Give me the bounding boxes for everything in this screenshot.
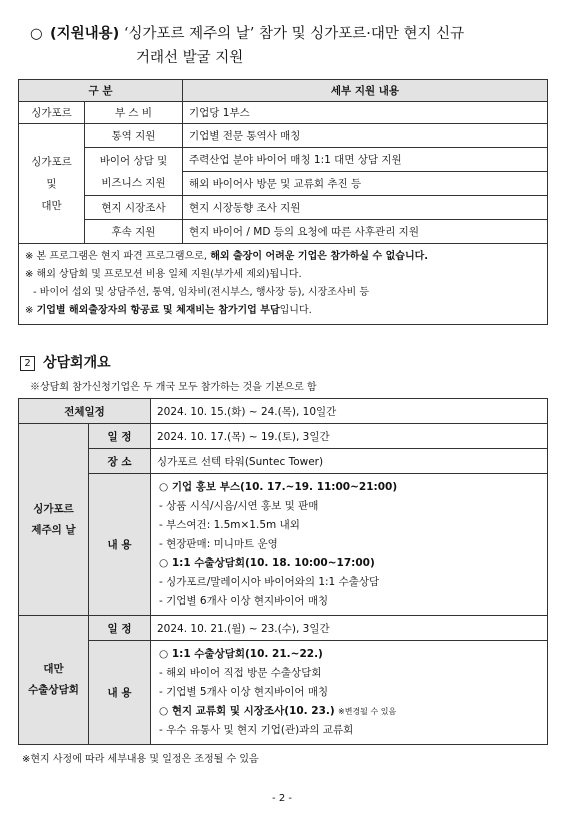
header-detail: 세부 지원 내용 — [183, 80, 548, 102]
region-line: 및 — [46, 177, 57, 190]
content-line: - 우수 유통사 및 현지 기업(관)과의 교류회 — [159, 724, 354, 736]
section2-heading — [20, 352, 111, 372]
region-line: 대만 — [43, 663, 64, 675]
content-line: - 기업별 5개사 이상 현지바이어 매칭 — [159, 686, 329, 698]
section1-heading — [30, 22, 464, 70]
note-line: ※ 기업별 해외출장자의 항공료 및 체재비는 참가기업 부담입니다. — [25, 305, 312, 316]
detail-cell: 현지 시장동향 조사 지원 — [183, 196, 548, 220]
category-cell: 부 스 비 — [85, 102, 183, 124]
section-number-box: 2 — [20, 356, 35, 371]
table-row — [19, 102, 548, 124]
overall-label: 전체일정 — [19, 399, 151, 424]
table-row — [19, 220, 548, 244]
category-cell: 후속 지원 — [85, 220, 183, 244]
table-row — [19, 399, 548, 424]
table-header-row — [19, 80, 548, 102]
content-line: ○ 1:1 수출상담회(10. 18. 10:00~17:00) — [159, 557, 375, 569]
sg-date: 2024. 10. 17.(목) ~ 19.(토), 3일간 — [151, 424, 548, 449]
content-line: ○ 1:1 수출상담회(10. 21.~22.) — [159, 648, 323, 660]
support-table — [18, 79, 548, 325]
footer-note: ※현지 사정에 따라 세부내용 및 일정은 조정될 수 있음 — [22, 754, 259, 765]
region-line: 수출상담회 — [28, 684, 79, 696]
region-cell: 싱가포르 — [19, 102, 85, 124]
content-line: ○ 기업 홍보 부스(10. 17.~19. 11:00~21:00) — [159, 481, 398, 493]
category-cell — [85, 148, 183, 196]
section2-title: 상담회개요 — [43, 355, 111, 371]
heading-rest: ‘싱가포르 제주의 날’ 참가 및 싱가포르·대만 현지 신규 — [123, 26, 465, 42]
detail-cell: 현지 바이어 / MD 등의 요청에 따른 사후관리 지원 — [183, 220, 548, 244]
content-line: - 싱가포르/말레이시아 바이어와의 1:1 수출상담 — [159, 576, 380, 588]
detail-cell: 주력산업 분야 바이어 매칭 1:1 대면 상담 지원 — [183, 148, 548, 172]
table-row — [19, 196, 548, 220]
notes-cell — [19, 244, 548, 325]
region-line: 대만 — [41, 199, 62, 212]
detail-cell: 기업별 전문 통역사 매칭 — [183, 124, 548, 148]
sg-place-label: 장 소 — [89, 449, 151, 474]
schedule-table — [18, 398, 548, 745]
table-row — [19, 124, 548, 148]
sg-region-cell — [19, 424, 89, 616]
sg-date-label: 일 정 — [89, 424, 151, 449]
note-line: ※ 해외 상담회 및 프로모션 비용 일체 지원(부가세 제외)됩니다. — [25, 269, 302, 280]
bullet-circle: ○ — [30, 26, 43, 42]
content-line: - 상품 시식/시음/시연 홍보 및 판매 — [159, 500, 319, 512]
content-line: - 기업별 6개사 이상 현지바이어 매칭 — [159, 595, 329, 607]
category-line: 바이어 상담 및 — [99, 154, 168, 167]
content-line: - 부스여건: 1.5m×1.5m 내외 — [159, 519, 300, 531]
region-line: 싱가포르 — [31, 155, 72, 168]
overall-value: 2024. 10. 15.(화) ~ 24.(목), 10일간 — [151, 399, 548, 424]
tw-content-cell — [151, 641, 548, 745]
detail-cell: 해외 바이어사 방문 및 교류회 추진 등 — [183, 172, 548, 196]
table-row — [19, 474, 548, 616]
sg-content-cell — [151, 474, 548, 616]
content-line: ○ 현지 교류회 및 시장조사(10. 23.) ※변경될 수 있음 — [159, 705, 397, 717]
heading-line2: 거래선 발굴 지원 — [136, 50, 244, 66]
sg-content-label: 내 용 — [89, 474, 151, 616]
table-row — [19, 424, 548, 449]
category-cell: 현지 시장조사 — [85, 196, 183, 220]
table-row — [19, 148, 548, 172]
section2-subnote: ※상담회 참가신청기업은 두 개국 모두 참가하는 것을 기본으로 함 — [30, 382, 317, 393]
header-category: 구 분 — [19, 80, 183, 102]
detail-cell: 기업당 1부스 — [183, 102, 548, 124]
notes-row — [19, 244, 548, 325]
sg-place: 싱가포르 선텍 타워(Suntec Tower) — [151, 449, 548, 474]
category-cell: 통역 지원 — [85, 124, 183, 148]
region-group-cell — [19, 124, 85, 244]
table-row — [19, 641, 548, 745]
tw-date: 2024. 10. 21.(월) ~ 23.(수), 3일간 — [151, 616, 548, 641]
region-line: 제주의 날 — [31, 523, 76, 536]
content-line: - 해외 바이어 직접 방문 수출상담회 — [159, 667, 322, 679]
tw-region-cell — [19, 616, 89, 745]
table-row — [19, 449, 548, 474]
content-line: - 현장판매: 미니마트 운영 — [159, 538, 278, 550]
category-line: 비즈니스 지원 — [101, 176, 166, 189]
page-number: - 2 - — [272, 793, 292, 804]
note-line: ※ 본 프로그램은 현지 파견 프로그램으로, 해외 출장이 어려운 기업은 참가하실 수 없습니다. — [25, 251, 429, 262]
tw-date-label: 일 정 — [89, 616, 151, 641]
table-row — [19, 616, 548, 641]
tw-content-label: 내 용 — [89, 641, 151, 745]
region-line: 싱가포르 — [33, 502, 74, 515]
heading-bold: (지원내용) — [50, 26, 120, 42]
note-line: - 바이어 섭외 및 상담주선, 통역, 임차비(전시부스, 행사장 등), 시장조사비 등 — [33, 287, 370, 298]
